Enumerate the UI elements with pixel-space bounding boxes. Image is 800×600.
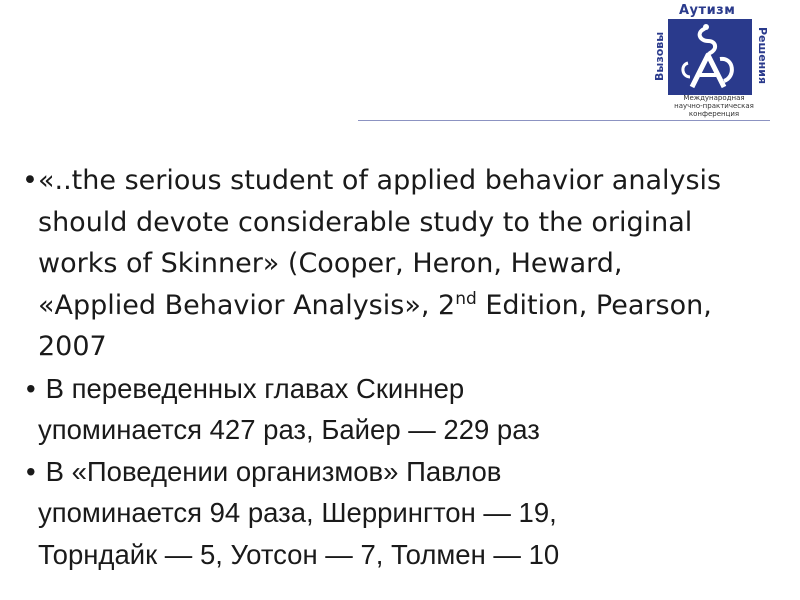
logo-left-text: Вызовы [653, 31, 666, 81]
quote-bullet [22, 160, 782, 368]
quote-line-prefix: «Applied Behavior Analysis», 2 [38, 289, 456, 321]
puzzle-figure-icon [668, 19, 752, 95]
conference-logo [651, 3, 769, 118]
quote-year: 2007 [38, 331, 107, 362]
logo-emblem [668, 19, 752, 95]
quote-line [38, 285, 782, 327]
logo-subtitle-line: Международная [683, 94, 745, 102]
slide-body [22, 160, 782, 575]
edition-superscript: nd [455, 288, 477, 309]
logo-right-text: Решения [756, 27, 769, 85]
bullet-line: В «Поведении организмов» Павлов [45, 455, 502, 487]
bullet-line: Торндайк — 5, Уотсон — 7, Толмен — 10 [38, 538, 560, 570]
bullet-line: упоминается 94 раза, Шеррингтон — 19, [38, 497, 557, 528]
quote-line-suffix: Edition, Pearson, [476, 289, 712, 321]
logo-subtitle-line: научно-практическая [674, 102, 754, 110]
pavlov-bullet [22, 451, 782, 576]
logo-top-text: Аутизм [679, 3, 736, 18]
bullet-dot: • [26, 455, 36, 487]
header-divider [358, 120, 770, 121]
skinner-bullet [22, 368, 782, 451]
bullet-line: В переведенных главах Скиннер [45, 372, 465, 404]
bullet-dot: • [26, 372, 36, 404]
quote-line: should devote considerable study to the original [38, 206, 693, 238]
logo-subtitle-line: конференция [688, 110, 740, 118]
quote-line: «..the serious student of applied behavior analysis [38, 165, 722, 196]
quote-line: works of Skinner» (Cooper, Heron, Heward, [38, 248, 623, 279]
logo-subtitle [659, 94, 769, 118]
bullet-dot: • [22, 165, 38, 196]
bullet-line: упоминается 427 раз, Байер — 229 раз [38, 414, 540, 445]
